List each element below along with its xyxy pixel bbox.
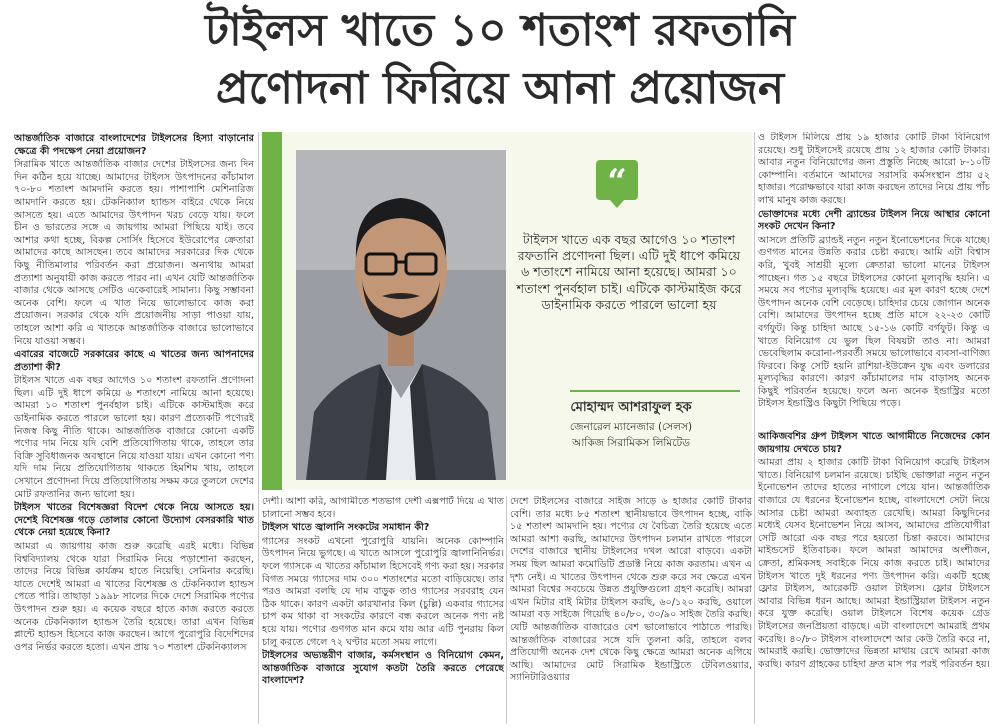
question-heading: এবারের বাজেটে সরকারের কাছে এ খাতের জন্য আপনাদের প্রত্যাশা কী? — [14, 349, 254, 373]
column-divider — [258, 132, 259, 724]
interviewee-name: মোহাম্মদ আশরাফুল হক — [570, 400, 692, 415]
interviewee-title: জেনারেল ম্যানেজার (সেলস) — [569, 421, 693, 433]
quote-mark-glyph: “ — [607, 162, 627, 202]
question-heading: আন্তর্জাতিক বাজারে বাংলাদেশের টাইলসের হিস্যা বাড়ানোর ক্ষেত্রে কী পদক্ষেপ নেয়া প্রয়োজন? — [14, 133, 254, 157]
feature-accent-bar — [262, 132, 282, 490]
question-heading: টাইলস খাতে জ্বালানি সংকটের সমাধান কী? — [262, 522, 430, 534]
answer-paragraph: টাইলস খাতে এক বছর আগেও ১০ শতাংশ রফতানি প্রণোদনা ছিল। এটি দুই ধাপে কমিয়ে ৬ শতাংশে নামিয়ে আনা হয়েছে। আমরা ১০ শতাংশ পুনর্বহাল চাই। এটিকে কাস্টমাইজ করে ডাইনামিক করতে পারলে ভালো হয়। কারণ প্রত্যেকটি পণ্যেরই নিজস্ব কিছু নীতি থাকে। আন্তর্জাতিক বাজারে কোনো একটি পণ্যের দাম নিয়ে যদি বেশি প্রতিযোগিতায় থাকে, তাহলে তার বিক্রি সুবিধাজনক অবস্থানে নিয়ে যাওয়া যায়। এখন কোনো পণ্য যদি দাম নিয়ে প্রতিযোগিতায় থাকতে হিমশিম খায়, তাহলে সেখানে প্রণোদনা দিয়ে প্রতিযোগিতায় সক্ষম করে তুললে দেশের মোট রফতানির জন্য ভালো হয়। — [14, 375, 254, 500]
answer-paragraph: সিরামিক খাতে আন্তর্জাতিক বাজার দেশের টাইলসের জন্য দিন দিন কঠিন হয়ে যাচ্ছে। আমাদের টাইলস উৎপাদনের কাঁচামাল ৭০-৮০ শতাংশ আমদানি করতে হয়। পাশাপাশি মেশিনারিজ আমদানি করতে হয়। টেকনিক্যাল হ্যান্ডস বাইরে থেকে নিয়ে আসতে হয়। এতে আমাদের উৎপাদন খরচ বেড়ে যায়। ফলে চীন ও ভারতের সঙ্গে এ জায়গায় আমরা পিছিয়ে যাই। তবে আশার কথা হচ্ছে, বিকল্প সোর্সিং হিসেবে ইউরোপের ক্রেতারা আমাদের কাছে আসছেন। তবে আমাদের সরকারের দিক থেকে কিছু নীতিমালার পরিবর্তন করা প্রয়োজন। অন্যথায় আমরা প্রত্যাশা অনুযায়ী কাজ করতে পারব না। এখন যেটি আন্তর্জাতিক বাজার থেকে আসছে সেটিও একেবারেই সামান্য। কিছু সম্ভাবনা অনেক বেশি। ফলে এ খাত নিয়ে ভালোভাবে কাজ করা প্রয়োজন। সরকার থেকে যদি প্রয়োজনীয় সাড়া পাওয়া যায়, তাহলে আশা করি এ খাতকে আন্তর্জাতিক বাজারে ভালোভাবে নিয়ে যাওয়া সম্ভব। — [14, 159, 254, 347]
answer-paragraph: দেশী। আশা করি, আগামীতে শতভাগ দেশী এক্সপার্ট দিয়ে এ খাত চালানো সম্ভব হবে। — [262, 496, 504, 520]
question-heading: আকিজবশির গ্রুপ টাইলস খাতে আগামীতে নিজেদের কোন জায়গায় দেখতে চায়? — [758, 431, 990, 455]
answer-paragraph: আসলে প্রতিটি ব্র্যান্ডই নতুন নতুন ইনোভেশনের দিকে যাচ্ছে। গুণগত মানের উন্নতি করার চেষ্টা করছে। আমি এটা বিশ্বাস করি, খুবই সাশ্রয়ী মূল্যে ক্রেতারা ভালো মানের টাইলস পাচ্ছেন। গত ১৫ বছরে টাইলসের কোনো মূল্যবৃদ্ধি হয়নি। এ সময়ে সব পণ্যের মূল্যবৃদ্ধি হয়েছে। এর মূল কারণ হচ্ছে দেশে উৎপাদন অনেক বেশি বেড়েছে। চাহিদার চেয়ে জোগান অনেক বেশি। আমাদের উৎপাদন হচ্ছে প্রতি মাসে ২২-২৩ কোটি বর্গফুট। কিন্তু চাহিদা আছে ১৫-১৬ কোটি বর্গফুট। কিন্তু এ খাতে বিনিয়োগ যে ভুল ছিল বিষয়টা তাও না। আমরা ভেবেছিলাম করোনা-পরবর্তী সময়ে ভালোভাবে ব্যবসা-বাণিজ্য ফিরবে। কিন্তু সেটি হয়নি রাশিয়া-ইউক্রেন যুদ্ধ এবং ডলারের মূল্যবৃদ্ধির কারণে। কারণ কাঁচামালের দাম বাড়াসহ অনেক কিছুই পরিবর্তন হয়েছে। ফলে অন্য অনেক ইন্ডাস্ট্রির মতো টাইলস ইন্ডাস্ট্রিও কিছুটা পিছিয়ে পড়ে। — [758, 234, 990, 410]
article-column-4-bottom — [758, 430, 990, 724]
article-column-1 — [14, 132, 254, 724]
answer-paragraph: ও টাইলস মিলিয়ে প্রায় ১৯ হাজার কোটি টাকা বিনিয়োগ রয়েছে। শুধু টাইলসেই রয়েছে প্রায় ১২ হাজার কোটি টাকার। আবার নতুন বিনিয়োগের জন্য প্রস্তুতি নিচ্ছে আরো ৮-১০টি কোম্পানি। বর্তমানে আমাদের সরাসরি কর্মসংস্থান প্রায় ৫২ হাজার। পরোক্ষভাবে যারা কাজ করছেন তাদের নিয়ে প্রায় পাঁচ লাখ মানুষ কাজ করছে। — [758, 132, 990, 206]
article-column-2 — [262, 496, 504, 726]
article-column-3 — [510, 496, 752, 726]
headline-line-2: প্রণোদনা ফিরিয়ে আনা প্রয়োজন — [215, 63, 785, 114]
interviewee-photo — [296, 150, 506, 480]
article-column-4-top — [758, 132, 990, 430]
pull-quote: টাইলস খাতে এক বছর আগেও ১০ শতাংশ রফতানি প্রণোদনা ছিল। এটি দুই ধাপে কমিয়ে ৬ শতাংশে নামিয়ে আনা হয়েছে। আমরা ১০ শতাংশ পুনর্বহাল চাই। এটিকে কাস্টমাইজ করে ডাইনামিক করতে পারলে ভালো হয় — [516, 232, 742, 312]
column-divider — [754, 132, 755, 724]
interviewee-company: আকিজ সিরামিকস লিমিটেড — [572, 437, 690, 449]
answer-paragraph: দেশে টাইলসের বাজারে সাইজ সাড়ে ৬ হাজার কোটি টাকার বেশি। তার মধ্যে ৮৫ শতাংশ স্থানীয়ভাবে উৎপাদন হচ্ছে, বাকি ১৫ শতাংশ আমদানি হয়। পণ্যের যে বৈচিত্র্য তৈরি হয়েছে এতে আমরা আশা করছি, আমাদের উৎপাদন চলমান রাখতে পারলে দেশের বাজারে স্থানীয় টাইলসের দখল আরো বাড়বে। একটা সময় ছিল আমরা কমোডিটি প্রডাক্ট নিয়ে কাজ করতাম। এখন এ দৃশ্য নেই। এ খাতের উৎপাদন থেকে শুরু করে সব ক্ষেত্রে এখন আমরা বিশ্বের সবচেয়ে উন্নত প্রযুক্তিগুলো গ্রহণ করেছি। আমরা এখন মিটার বাই মিটার টাইলস করছি, ৬০/১২০ করছি, ওয়ালে আমরা বড় সাইজে গিয়েছি ৪০/৮০, ৩০/৯০ সাইজ তৈরি করছি। যেটি আন্তর্জাতিক বাজারেও বেশ ভালোভাবে পাঠাতে পারছি। আন্তর্জাতিক বাজারের সঙ্গে যদি তুলনা করি, তাহলে বলব প্রতিযোগী অনেক দেশ থেকে কিছু ক্ষেত্রে আমরা অনেক এগিয়ে আছি। আমাদের মোট সিরামিক ইন্ডাস্ট্রিতে টেবিলওয়্যার, স্যানিটারিওয়্যার — [510, 496, 752, 684]
question-heading: টাইলস খাতের বিশেষজ্ঞরা বিদেশ থেকে নিয়ে আসতে হয়। দেশেই বিশেষজ্ঞ গড়ে তোলার কোনো উদ্যোগ বেসরকারি খাত থেকে নেয়া হয়েছে কিনা? — [14, 502, 254, 539]
quote-divider — [570, 390, 740, 392]
answer-paragraph: আমরা প্রায় ২ হাজার কোটি টাকা বিনিয়োগ করেছি টাইলস খাতে। বিনিয়োগ চলমান রয়েছে। চাইছি ভোক্তারা নতুন নতুন ইনোভেশন তাদের হাতের নাগালে পেয়ে যান। আন্তর্জাতিক বাজারে যে ধরনের ইনোভেশন হচ্ছে, বাংলাদেশে সেটা নিয়ে আসার চেষ্টা আমরা অব্যাহত রেখেছি। আমরা কিছুদিনের মধ্যেই যেসব ইনোভেশন নিয়ে আসব, আমাদের প্রতিযোগীরা সেটি আরো এক বছর পরে হয়তো চিন্তা করবে। আমাদের মাইন্ডসেট ইতিবাচক। ফলে আমরা আমাদের অংশীজন, ক্রেতা, শ্রমিকসহ সবাইকে নিয়ে কাজ করতে চাই। আমাদের টাইলস খাতে দুই ধরনের পণ্য উৎপাদন করি। একটি হচ্ছে ফ্লোর টাইলস, আরেকটি ওয়াল টাইলস। ফ্লোর টাইলসে আবার বিভিন্ন ধরন আছে। আমরা ইন্ডাস্ট্রিয়াল টাইলস নতুন করে যুক্ত করেছি। ওয়াল টাইলসে বিশেষ কয়েক গ্রেড টাইলসের জনপ্রিয়তা বাড়ছে। এটা বাংলাদেশে আমরাই প্রথম করেছি। ৪০/৮০ টাইলস বাংলাদেশে আর কেউ তৈরি করে না, আমরাই করছি। ভোক্তাদের ভিন্নতা মাথায় রেখে আমরা কাজ করছি। কারণ গ্রাহকের চাহিদা দ্রুত মাস পর পরই পরিবর্তন হয়। — [758, 457, 990, 670]
answer-paragraph: গ্যাসের সংকট এখনো পুরোপুরি যায়নি। অনেক কোম্পানি উৎপাদন নিয়ে ভুগছে। এ খাতে আসলে পুরোপুরি জ্বালানিনির্ভর। ফলে গ্যাসকে এ খাতের কাঁচামাল হিসেবেই গণ্য করা হয়। সরকার বিগত সময়ে গ্যাসের দাম ৩০০ শতাংশের মতো বাড়িয়েছে। তার পরও আমরা বলছি যে দাম বাড়ুক তাও গ্যাসের সরবরাহ যেন ঠিক থাকে। কারণ একটা কারখানার কিল (চুল্লি) একবার গ্যাসের চাপ কম থাকা বা সংকটের কারণে বন্ধ করলে অনেক পণ্য নষ্ট হয়ে যায়। পণ্যের গুণগত মান কমে যায় আর এটি পুনরায় কিল চালু করতে গেলে ৭২ ঘণ্টার মতো সময় লাগে। — [262, 535, 504, 648]
headline-line-1: টাইলস খাতে ১০ শতাংশ রফতানি — [204, 5, 796, 56]
column-divider — [506, 496, 507, 724]
answer-paragraph: আমরা এ জায়গায় কাজ শুরু করেছি এরই মধ্যে। বিভিন্ন বিশ্ববিদ্যালয় থেকে যারা সিরামিক নিয়ে পড়াশোনা করছেন, তাদের নিয়ে বিভিন্ন কার্যক্রম হাতে নিয়েছি। সেমিনার করেছি। যাতে দেশেই আমরা এ খাতের বিশেষজ্ঞ ও টেকনিক্যাল হ্যান্ডস পেতে পারি। তাছাড়া ১৯৯৮ সালের দিকে দেশে সিরামিক পণ্যের উৎপাদন শুরু হয়। এ কয়েক বছরে হাতে কাজ করতে করতে অনেক টেকনিক্যাল হ্যান্ডস তৈরি হয়েছে। তারা এখন বিভিন্ন প্লান্টে হ্যান্ডস হিসেবে কাজ করছেন। আগে পুরোপুরি বিদেশিদের ওপর নির্ভর করতে হতো। এখন প্রায় ৭০ শতাংশ টেকনিক্যালস — [14, 541, 254, 653]
question-heading: ভোক্তাদের মধ্যে দেশী ব্র্যান্ডের টাইলস নিয়ে আস্থার কোনো সংকট দেখেন কিনা? — [758, 208, 990, 233]
quote-mark-icon — [596, 160, 638, 200]
portrait-illustration — [296, 150, 506, 480]
question-heading: টাইলসের অভ্যন্তরীণ বাজার, কর্মসংস্থান ও বিনিয়োগ কেমন, আন্তর্জাতিক বাজারে সুযোগ কতটা তৈরি করতে পেরেছে বাংলাদেশ? — [262, 650, 504, 687]
